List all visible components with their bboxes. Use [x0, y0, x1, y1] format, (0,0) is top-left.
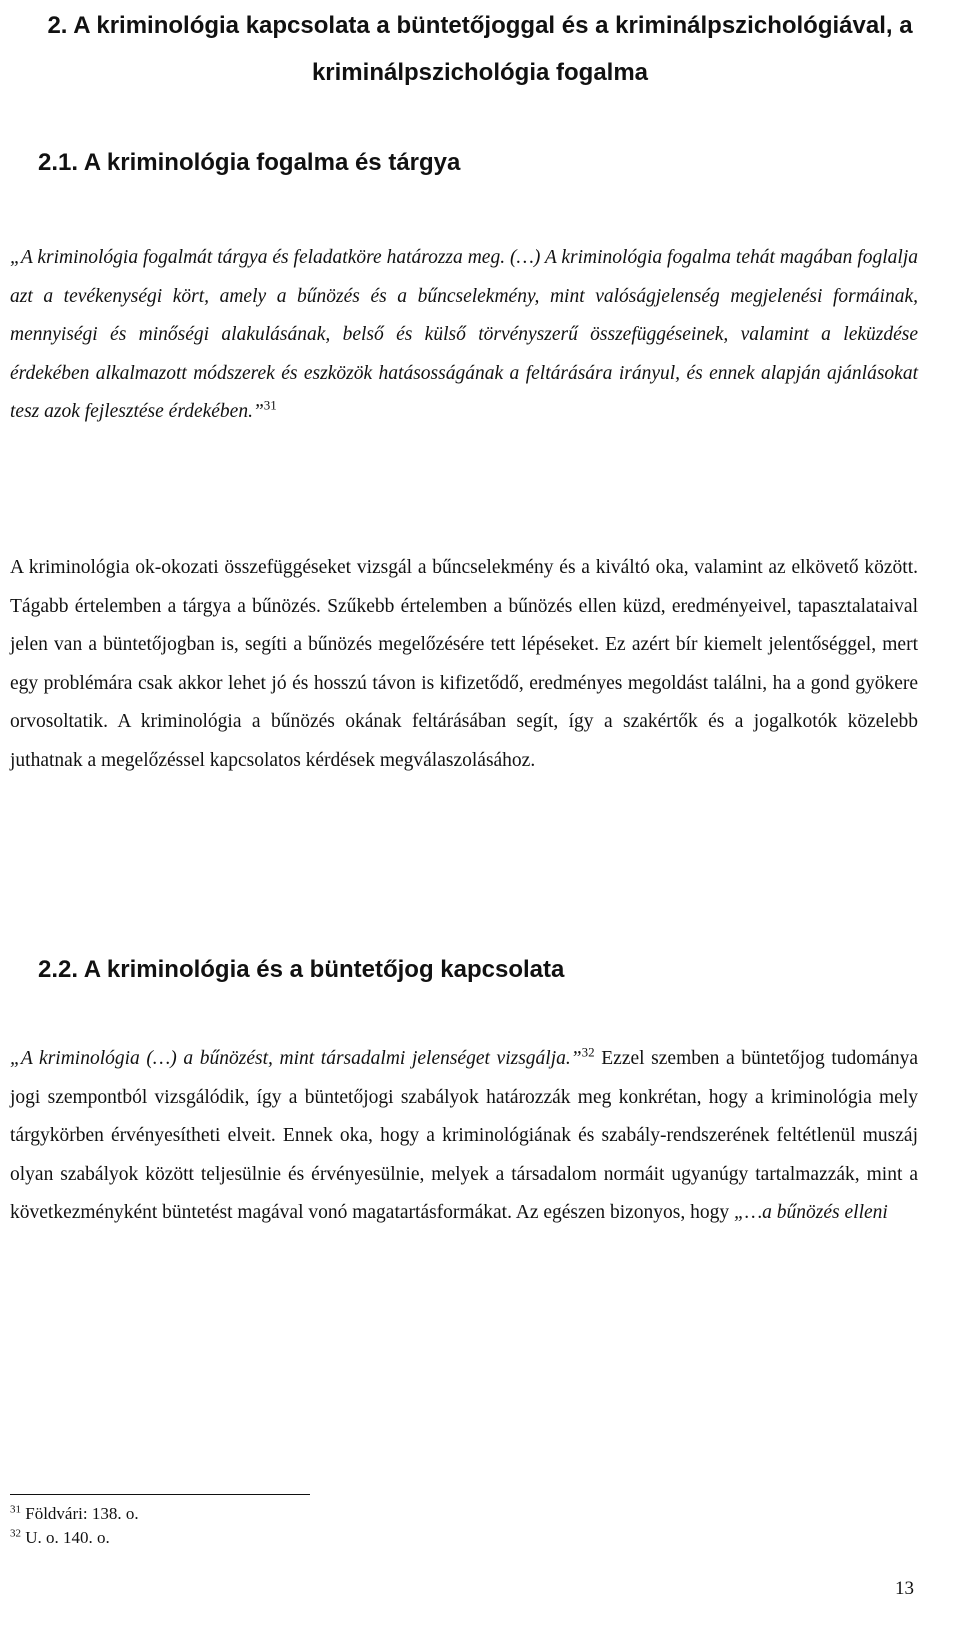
body-paragraph-2: [10, 1040, 918, 1233]
page-number: 13: [895, 1578, 914, 1599]
section-heading-2-1: 2.1. A kriminológia fogalma és tárgya: [38, 149, 461, 176]
footnote-number: 31: [10, 1503, 21, 1516]
footnote-32: [10, 1526, 139, 1550]
footnote-text: Földvári: 138. o.: [25, 1504, 139, 1523]
body-text: Ezzel szemben a büntetőjog tudománya jogi szempontból vizsgálódik, így a büntetőjogi szabályok határozzák meg konkrétan, hogy a kriminológia mely tárgykörben érvényesítheti elveit. Ennek oka, hogy a kriminológiának és szabály-rendszerének feltétlenül muszáj olyan szabályok között teljesülnie és érvényesülnie, melyek a társadalom normáit ugyanúgy tartalmazzák, mint a következményként büntetést magával vonó magatartásformákat. Az egészen bizonyos, hogy: [10, 1048, 918, 1223]
quote-text: „A kriminológia fogalmát tárgya és feladatköre határozza meg. (…) A kriminológia fogalma tehát magában foglalja azt a tevékenységi kört, amely a bűnözés és a bűncselekmény, mint valóságjelenség megjelenési formáinak, mennyiségi és minőségi alakulásának, belső és külső törvényszerű összefüggéseinek, valamint a leküzdése érdekében alkalmazott módszerek és eszközök hatásosságának a feltárására irányul, és ennek alapján ajánlásokat tesz azok fejlesztése érdekében.”: [10, 247, 918, 422]
footnote-ref-32: 32: [581, 1044, 595, 1060]
footnote-31: [10, 1502, 139, 1526]
footnote-ref-31: 31: [263, 397, 277, 413]
quote-paragraph: [10, 239, 918, 432]
footnote-number: 32: [10, 1527, 21, 1540]
section-heading-2-2: 2.2. A kriminológia és a büntetőjog kapcsolata: [38, 956, 565, 983]
trailing-quote: „…a bűnözés elleni: [733, 1202, 888, 1223]
footnote-text: U. o. 140. o.: [25, 1528, 110, 1547]
footnotes: [10, 1502, 139, 1550]
chapter-heading: 2. A kriminológia kapcsolata a büntetőjoggal és a kriminálpszichológiával, a kriminálpszichológia fogalma: [47, 12, 913, 86]
body-paragraph: A kriminológia ok-okozati összefüggéseket vizsgál a bűncselekmény és a kiváltó oka, valamint az elkövető között. Tágabb értelemben a tárgya a bűnözés. Szűkebb értelemben a bűnözés ellen küzd, eredményeivel, tapasztalataival jelen van a büntetőjogban is, segíti a bűnözés megelőzésére tett lépéseket. Ez azért bír kiemelt jelentőséggel, mert egy problémára csak akkor lehet jó és hosszú távon is kifizetődő, eredményes megoldást találni, ha a gond gyökere orvosoltatik. A kriminológia a bűnözés okának feltárásában segít, így a szakértők és a jogalkotók közelebb juthatnak a megelőzéssel kapcsolatos kérdések megválaszolásához.: [10, 557, 918, 771]
footnote-separator: [10, 1494, 310, 1495]
inline-quote: „A kriminológia (…) a bűnözést, mint társadalmi jelenséget vizsgálja.”: [10, 1048, 582, 1069]
